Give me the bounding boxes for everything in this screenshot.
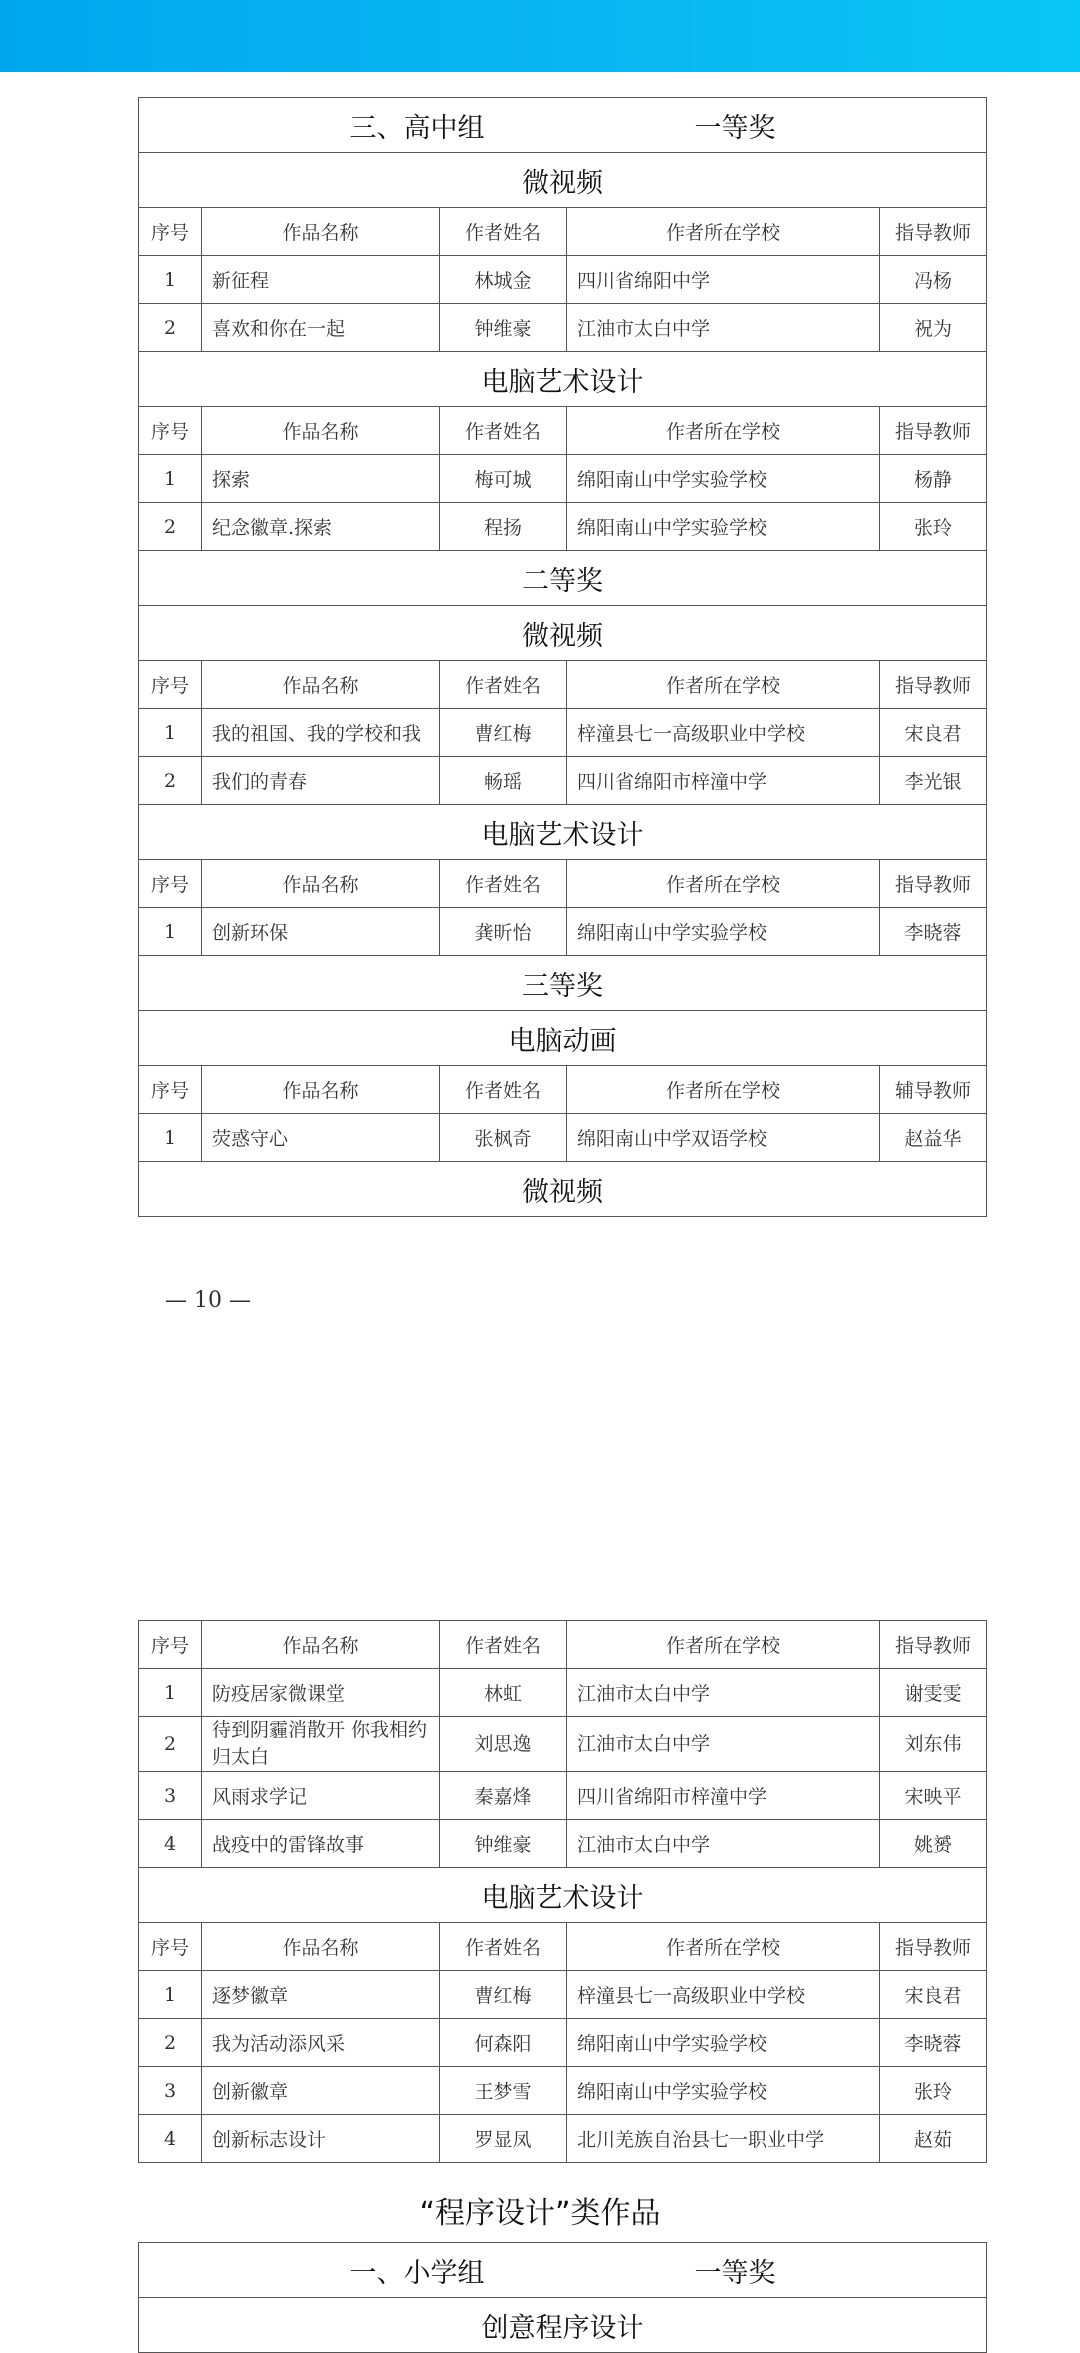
cell-school: 北川羌族自治县七一职业中学 bbox=[567, 2115, 880, 2163]
cell-idx: 1 bbox=[139, 1669, 202, 1717]
table-row bbox=[139, 709, 987, 757]
table-row bbox=[139, 455, 987, 503]
header-tutor: 辅导教师 bbox=[880, 1066, 987, 1114]
subcategory-title: 微视频 bbox=[139, 153, 987, 208]
cell-author: 罗显凤 bbox=[440, 2115, 567, 2163]
cell-teacher: 谢雯雯 bbox=[880, 1669, 987, 1717]
cell-name: 防疫居家微课堂 bbox=[202, 1669, 440, 1717]
cell-author: 林城金 bbox=[440, 256, 567, 304]
group-title: 一、小学组 bbox=[349, 2257, 485, 2289]
top-banner bbox=[0, 0, 1080, 72]
cell-teacher: 张玲 bbox=[880, 2067, 987, 2115]
cell-name: 新征程 bbox=[202, 256, 440, 304]
header-school: 作者所在学校 bbox=[567, 1066, 880, 1114]
cell-idx: 4 bbox=[139, 2115, 202, 2163]
header-school: 作者所在学校 bbox=[567, 860, 880, 908]
group-header-row bbox=[139, 2243, 987, 2298]
header-idx: 序号 bbox=[139, 407, 202, 455]
header-school: 作者所在学校 bbox=[567, 1621, 880, 1669]
header-name: 作品名称 bbox=[202, 860, 440, 908]
cell-school: 梓潼县七一高级职业中学校 bbox=[567, 709, 880, 757]
cell-author: 畅瑶 bbox=[440, 757, 567, 805]
cell-school: 梓潼县七一高级职业中学校 bbox=[567, 1971, 880, 2019]
cell-teacher: 赵益华 bbox=[880, 1114, 987, 1162]
cell-teacher: 冯杨 bbox=[880, 256, 987, 304]
cell-school: 江油市太白中学 bbox=[567, 1717, 880, 1772]
cell-author: 秦嘉烽 bbox=[440, 1772, 567, 1820]
header-teacher: 指导教师 bbox=[880, 1621, 987, 1669]
header-idx: 序号 bbox=[139, 1621, 202, 1669]
header-teacher: 指导教师 bbox=[880, 1923, 987, 1971]
cell-teacher: 姚赟 bbox=[880, 1820, 987, 1868]
table-row bbox=[139, 256, 987, 304]
cell-idx: 2 bbox=[139, 2019, 202, 2067]
header-author: 作者姓名 bbox=[440, 661, 567, 709]
cell-name: 纪念徽章.探索 bbox=[202, 503, 440, 551]
table-row bbox=[139, 1971, 987, 2019]
cell-name: 创新徽章 bbox=[202, 2067, 440, 2115]
award-table-primary bbox=[138, 2242, 986, 2353]
cell-idx: 1 bbox=[139, 908, 202, 956]
header-name: 作品名称 bbox=[202, 1923, 440, 1971]
table-row bbox=[139, 2067, 987, 2115]
cell-name: 创新环保 bbox=[202, 908, 440, 956]
cell-author: 曹红梅 bbox=[440, 1971, 567, 2019]
header-author: 作者姓名 bbox=[440, 860, 567, 908]
header-teacher: 指导教师 bbox=[880, 407, 987, 455]
subcategory-title: 微视频 bbox=[139, 606, 987, 661]
header-idx: 序号 bbox=[139, 208, 202, 256]
table-header-row bbox=[139, 1923, 987, 1971]
cell-teacher: 宋良君 bbox=[880, 709, 987, 757]
cell-author: 张枫奇 bbox=[440, 1114, 567, 1162]
cell-name: 荧惑守心 bbox=[202, 1114, 440, 1162]
header-teacher: 指导教师 bbox=[880, 860, 987, 908]
cell-name: 我为活动添风采 bbox=[202, 2019, 440, 2067]
cell-school: 绵阳南山中学实验学校 bbox=[567, 503, 880, 551]
cell-teacher: 刘东伟 bbox=[880, 1717, 987, 1772]
cell-author: 龚昕怡 bbox=[440, 908, 567, 956]
subcategory-title: 电脑动画 bbox=[139, 1011, 987, 1066]
cell-school: 绵阳南山中学实验学校 bbox=[567, 455, 880, 503]
cell-teacher: 李光银 bbox=[880, 757, 987, 805]
cell-idx: 1 bbox=[139, 455, 202, 503]
header-idx: 序号 bbox=[139, 1066, 202, 1114]
header-author: 作者姓名 bbox=[440, 208, 567, 256]
cell-author: 钟维豪 bbox=[440, 1820, 567, 1868]
cell-author: 钟维豪 bbox=[440, 304, 567, 352]
cell-idx: 2 bbox=[139, 757, 202, 805]
subcategory-title: 创意程序设计 bbox=[139, 2298, 987, 2353]
table-row bbox=[139, 1772, 987, 1820]
table-row bbox=[139, 1114, 987, 1162]
cell-name: 风雨求学记 bbox=[202, 1772, 440, 1820]
prize-level: 三等奖 bbox=[139, 956, 987, 1011]
cell-school: 绵阳南山中学实验学校 bbox=[567, 2019, 880, 2067]
table-row bbox=[139, 2115, 987, 2163]
cell-school: 江油市太白中学 bbox=[567, 1820, 880, 1868]
cell-name: 逐梦徽章 bbox=[202, 1971, 440, 2019]
cell-author: 刘思逸 bbox=[440, 1717, 567, 1772]
table-row bbox=[139, 304, 987, 352]
header-name: 作品名称 bbox=[202, 661, 440, 709]
header-author: 作者姓名 bbox=[440, 1621, 567, 1669]
header-school: 作者所在学校 bbox=[567, 1923, 880, 1971]
award-table-high-school bbox=[138, 97, 986, 1217]
cell-name: 喜欢和你在一起 bbox=[202, 304, 440, 352]
cell-author: 程扬 bbox=[440, 503, 567, 551]
header-school: 作者所在学校 bbox=[567, 661, 880, 709]
category-title: “程序设计”类作品 bbox=[419, 2196, 661, 2231]
cell-idx: 2 bbox=[139, 503, 202, 551]
cell-name: 我们的青春 bbox=[202, 757, 440, 805]
cell-school: 江油市太白中学 bbox=[567, 304, 880, 352]
table-row bbox=[139, 2019, 987, 2067]
table-row bbox=[139, 908, 987, 956]
header-idx: 序号 bbox=[139, 661, 202, 709]
subcategory-title: 微视频 bbox=[139, 1162, 987, 1217]
cell-name: 创新标志设计 bbox=[202, 2115, 440, 2163]
cell-idx: 1 bbox=[139, 1971, 202, 2019]
subcategory-title: 电脑艺术设计 bbox=[139, 805, 987, 860]
header-author: 作者姓名 bbox=[440, 407, 567, 455]
award-table-continued bbox=[138, 1620, 986, 2163]
header-school: 作者所在学校 bbox=[567, 208, 880, 256]
cell-teacher: 宋良君 bbox=[880, 1971, 987, 2019]
table-row bbox=[139, 1717, 987, 1772]
cell-idx: 3 bbox=[139, 2067, 202, 2115]
cell-name: 我的祖国、我的学校和我 bbox=[202, 709, 440, 757]
cell-school: 绵阳南山中学实验学校 bbox=[567, 2067, 880, 2115]
header-idx: 序号 bbox=[139, 1923, 202, 1971]
cell-school: 四川省绵阳市梓潼中学 bbox=[567, 757, 880, 805]
subcategory-title: 电脑艺术设计 bbox=[139, 1868, 987, 1923]
cell-name: 探索 bbox=[202, 455, 440, 503]
table-header-row bbox=[139, 407, 987, 455]
cell-school: 绵阳南山中学双语学校 bbox=[567, 1114, 880, 1162]
header-name: 作品名称 bbox=[202, 407, 440, 455]
cell-idx: 2 bbox=[139, 1717, 202, 1772]
header-author: 作者姓名 bbox=[440, 1066, 567, 1114]
cell-author: 王梦雪 bbox=[440, 2067, 567, 2115]
cell-idx: 1 bbox=[139, 256, 202, 304]
cell-teacher: 宋映平 bbox=[880, 1772, 987, 1820]
cell-author: 林虹 bbox=[440, 1669, 567, 1717]
table-header-row bbox=[139, 1066, 987, 1114]
cell-school: 江油市太白中学 bbox=[567, 1669, 880, 1717]
cell-author: 梅可城 bbox=[440, 455, 567, 503]
cell-school: 绵阳南山中学实验学校 bbox=[567, 908, 880, 956]
prize-level: 一等奖 bbox=[694, 112, 776, 144]
cell-name: 战疫中的雷锋故事 bbox=[202, 1820, 440, 1868]
table-header-row bbox=[139, 208, 987, 256]
header-name: 作品名称 bbox=[202, 1621, 440, 1669]
cell-author: 何森阳 bbox=[440, 2019, 567, 2067]
header-name: 作品名称 bbox=[202, 208, 440, 256]
table-row bbox=[139, 1669, 987, 1717]
page-number: — 10 — bbox=[165, 1288, 251, 1313]
prize-level: 一等奖 bbox=[694, 2257, 776, 2289]
header-idx: 序号 bbox=[139, 860, 202, 908]
table-row bbox=[139, 1820, 987, 1868]
table-row bbox=[139, 757, 987, 805]
cell-teacher: 祝为 bbox=[880, 304, 987, 352]
table-header-row bbox=[139, 1621, 987, 1669]
prize-level: 二等奖 bbox=[139, 551, 987, 606]
cell-teacher: 李晓蓉 bbox=[880, 908, 987, 956]
header-teacher: 指导教师 bbox=[880, 661, 987, 709]
cell-idx: 3 bbox=[139, 1772, 202, 1820]
group-title: 三、高中组 bbox=[349, 112, 485, 144]
header-name: 作品名称 bbox=[202, 1066, 440, 1114]
cell-teacher: 杨静 bbox=[880, 455, 987, 503]
header-teacher: 指导教师 bbox=[880, 208, 987, 256]
subcategory-title: 电脑艺术设计 bbox=[139, 352, 987, 407]
cell-school: 四川省绵阳市梓潼中学 bbox=[567, 1772, 880, 1820]
header-author: 作者姓名 bbox=[440, 1923, 567, 1971]
cell-teacher: 张玲 bbox=[880, 503, 987, 551]
cell-author: 曹红梅 bbox=[440, 709, 567, 757]
table-header-row bbox=[139, 860, 987, 908]
header-school: 作者所在学校 bbox=[567, 407, 880, 455]
cell-idx: 2 bbox=[139, 304, 202, 352]
cell-name: 待到阴霾消散开 你我相约归太白 bbox=[202, 1717, 440, 1772]
group-header-row bbox=[139, 98, 987, 153]
cell-teacher: 赵茹 bbox=[880, 2115, 987, 2163]
cell-teacher: 李晓蓉 bbox=[880, 2019, 987, 2067]
cell-idx: 1 bbox=[139, 709, 202, 757]
table-row bbox=[139, 503, 987, 551]
cell-school: 四川省绵阳中学 bbox=[567, 256, 880, 304]
table-header-row bbox=[139, 661, 987, 709]
cell-idx: 4 bbox=[139, 1820, 202, 1868]
cell-idx: 1 bbox=[139, 1114, 202, 1162]
